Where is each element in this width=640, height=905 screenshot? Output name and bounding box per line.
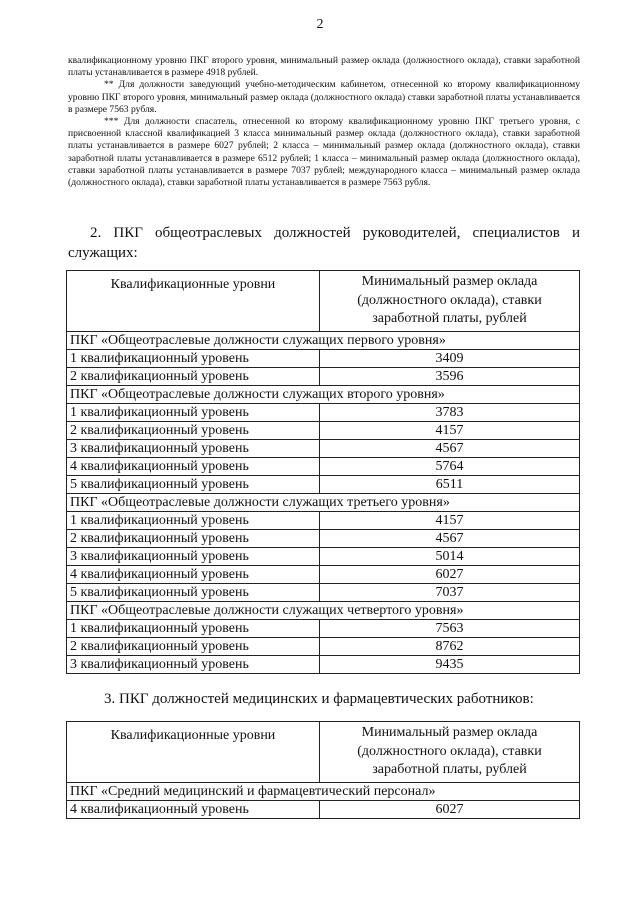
group-title: ПКГ «Общеотраслевые должности служащих первого уровня» (67, 331, 580, 349)
table-row (67, 421, 580, 439)
salary-cell: 5014 (320, 547, 580, 565)
table-row (67, 403, 580, 421)
group-row (67, 493, 580, 511)
level-cell: 3 квалификационный уровень (67, 439, 320, 457)
table-row (67, 800, 580, 818)
table-row (67, 655, 580, 673)
level-cell: 5 квалификационный уровень (67, 583, 320, 601)
group-row (67, 782, 580, 800)
table-row (67, 583, 580, 601)
salary-cell: 6027 (320, 565, 580, 583)
salary-cell: 7563 (320, 619, 580, 637)
group-row (67, 385, 580, 403)
column-header-levels: Квалификационные уровни (67, 722, 320, 783)
level-cell: 3 квалификационный уровень (67, 655, 320, 673)
section-3-heading: 3. ПКГ должностей медицинских и фармацевтических работников: (104, 691, 534, 707)
level-cell: 2 квалификационный уровень (67, 529, 320, 547)
level-cell: 1 квалификационный уровень (67, 349, 320, 367)
group-title: ПКГ «Общеотраслевые должности служащих четвертого уровня» (67, 601, 580, 619)
table-row (67, 637, 580, 655)
table-row (67, 547, 580, 565)
salary-cell: 5764 (320, 457, 580, 475)
salary-cell: 4157 (320, 511, 580, 529)
level-cell: 1 квалификационный уровень (67, 619, 320, 637)
section-2-heading: 2. ПКГ общеотраслевых должностей руководителей, специалистов и служащих: (68, 225, 580, 261)
page-number: 2 (316, 17, 324, 32)
level-cell: 1 квалификационный уровень (67, 511, 320, 529)
table-row (67, 511, 580, 529)
level-cell: 2 квалификационный уровень (67, 367, 320, 385)
salary-cell: 4567 (320, 439, 580, 457)
salary-cell: 9435 (320, 655, 580, 673)
salary-cell: 3409 (320, 349, 580, 367)
footnotes (68, 55, 580, 189)
table-row (67, 367, 580, 385)
footnote-double-star: ** Для должности заведующий учебно-методическим кабинетом, отнесенной ко второму квалификационному уровню ПКГ второго уровня, минимальный размер оклада (должностного оклада) ставки заработной платы устанавливается в размере 7563 рубля. (68, 79, 580, 115)
group-row (67, 331, 580, 349)
level-cell: 3 квалификационный уровень (67, 547, 320, 565)
footnote-continuation: квалификационному уровню ПКГ второго уровня, минимальный размер оклада (должностного оклада), ставки заработной платы устанавливается в размере 4918 рублей. (68, 55, 580, 79)
salary-cell: 4157 (320, 421, 580, 439)
table-header-row (67, 271, 580, 332)
salary-cell: 3596 (320, 367, 580, 385)
footnote-triple-star: *** Для должности спасатель, отнесенной ко второму квалификационному уровню ПКГ третьего уровня, с присвоенной классной квалификацией 3 класса минимальный размер оклада (должностного оклада), ставки заработной платы устанавливается в размере 6027 рублей; 2 класса – минимальный размер оклада (должностного оклада), ставки заработной платы устанавливается в размере 6512 рублей; 1 класса – минимальный размер оклада (должностного оклада), ставки заработной платы устанавливается в размере 7037 рублей; международного класса – минимальный размер оклада (должностного оклада), ставки заработной платы устанавливается в размере 7563 рубля. (68, 116, 580, 189)
table-row (67, 565, 580, 583)
table-row (67, 529, 580, 547)
section-3-table (66, 721, 580, 819)
group-title: ПКГ «Общеотраслевые должности служащих третьего уровня» (67, 493, 580, 511)
salary-cell: 4567 (320, 529, 580, 547)
level-cell: 1 квалификационный уровень (67, 403, 320, 421)
group-title: ПКГ «Средний медицинский и фармацевтический персонал» (67, 782, 580, 800)
table-header-row (67, 722, 580, 783)
salary-cell: 8762 (320, 637, 580, 655)
table-row (67, 349, 580, 367)
level-cell: 2 квалификационный уровень (67, 637, 320, 655)
level-cell: 4 квалификационный уровень (67, 800, 320, 818)
salary-cell: 3783 (320, 403, 580, 421)
table-row (67, 475, 580, 493)
salary-cell: 7037 (320, 583, 580, 601)
group-row (67, 601, 580, 619)
level-cell: 5 квалификационный уровень (67, 475, 320, 493)
column-header-salary: Минимальный размер оклада (должностного оклада), ставки заработной платы, рублей (320, 722, 580, 783)
level-cell: 4 квалификационный уровень (67, 565, 320, 583)
salary-cell: 6027 (320, 800, 580, 818)
level-cell: 4 квалификационный уровень (67, 457, 320, 475)
table-row (67, 619, 580, 637)
column-header-levels: Квалификационные уровни (67, 271, 320, 332)
section-2-table (66, 270, 580, 674)
table-row (67, 457, 580, 475)
table-row (67, 439, 580, 457)
column-header-salary: Минимальный размер оклада (должностного оклада), ставки заработной платы, рублей (320, 271, 580, 332)
salary-cell: 6511 (320, 475, 580, 493)
group-title: ПКГ «Общеотраслевые должности служащих второго уровня» (67, 385, 580, 403)
level-cell: 2 квалификационный уровень (67, 421, 320, 439)
